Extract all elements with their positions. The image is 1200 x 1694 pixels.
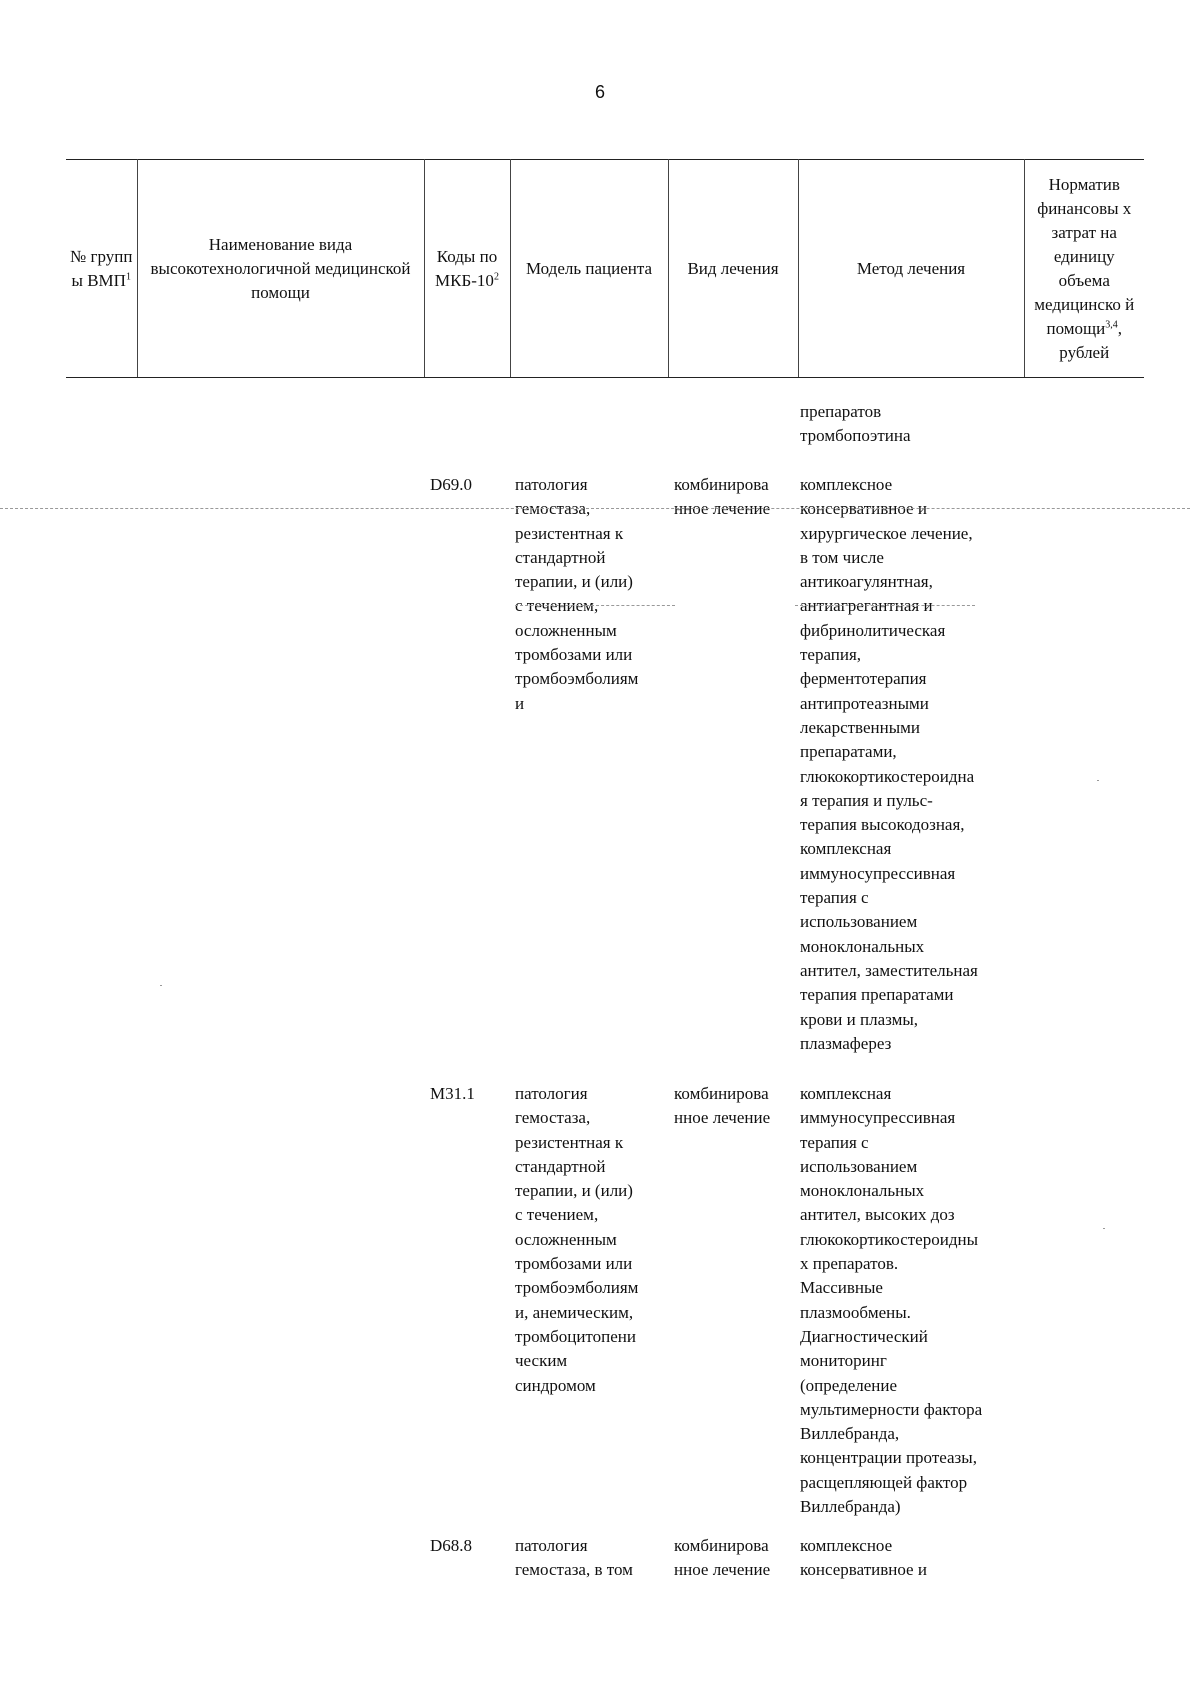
header-group-number	[66, 160, 137, 378]
row-3-treatment-method: комплексное консервативное и	[800, 1536, 927, 1580]
scan-speck	[1103, 1228, 1105, 1229]
scan-artifact-line	[515, 605, 675, 606]
header-patient-model	[510, 160, 668, 378]
row-3-code: D68.8	[430, 1536, 473, 1555]
table-header	[66, 159, 1144, 378]
row-2-treatment-type: комбинирова нное лечение	[674, 1084, 771, 1128]
header-row	[66, 160, 1144, 378]
header-cost-norm-tail: , рублей	[1059, 318, 1122, 362]
row-1-treatment-method: комплексное консервативное и хирургическое лечение, в том числе антикоагулянтная, антиагрегантная и фибринолитическая терапия, ферментотерапия антипротеазными лекарственными препаратами, глюкокортикостероидна я терапия и пульс- терапия высокодозная, комплексная иммуносупрессивная терапия с использованием моноклональных антител, заместительная терапия препаратами крови и плазмы, плазмаферез	[800, 475, 978, 1053]
scan-speck	[1097, 780, 1099, 781]
header-icd-codes	[424, 160, 510, 378]
footnote-2: 2	[493, 270, 499, 282]
header-care-type-name-text: Наименование вида высокотехнологичной медицинской помощи	[150, 234, 411, 302]
header-icd-codes-text: Коды по МКБ-10	[435, 246, 498, 290]
header-treatment-method-text: Метод лечения	[856, 258, 966, 278]
row-0-method: препаратов тромбопоэтина	[800, 402, 911, 446]
scan-artifact-line	[0, 508, 1190, 509]
header-treatment-type-text: Вид лечения	[687, 258, 779, 278]
row-2-treatment-method: комплексная иммуносупрессивная терапия с использованием моноклональных антител, высоких доз глюкокортикостероидны х препаратов. Массивные плазмообмены. Диагностический мониторинг (определение мультимерности фактора Виллебранда, концентрации протеазы, расщепляющей фактор Виллебранда)	[800, 1084, 983, 1517]
header-cost-norm-text: Норматив финансовы х затрат на единицу объема медицинско й помощи	[1034, 174, 1135, 338]
row-2-patient-model: патология гемостаза, резистентная к стандартной терапии, и (или) с течением, осложненным тромбозами или тромбоэмболиям и, анемическим, тромбоцитопени ческим синдромом	[515, 1084, 639, 1395]
row-2-code: M31.1	[430, 1084, 475, 1103]
header-treatment-type	[668, 160, 798, 378]
footnote-1: 1	[125, 270, 131, 282]
page-number: 6	[594, 82, 605, 102]
scan-speck	[160, 985, 162, 986]
header-patient-model-text: Модель пациента	[525, 258, 653, 278]
header-care-type-name	[137, 160, 424, 378]
scan-artifact-line	[795, 605, 975, 606]
header-cost-norm	[1024, 160, 1144, 378]
footnote-3-4: 3,4	[1105, 318, 1118, 330]
row-1-code: D69.0	[430, 475, 473, 494]
header-group-number-text: № групп ы ВМП	[70, 246, 133, 290]
header-treatment-method	[798, 160, 1024, 378]
row-1-patient-model: патология гемостаза, резистентная к стандартной терапии, и (или) с течением, осложненным тромбозами или тромбоэмболиям и	[515, 475, 639, 713]
row-3-patient-model: патология гемостаза, в том	[515, 1536, 633, 1580]
row-3-treatment-type: комбинирова нное лечение	[674, 1536, 771, 1580]
row-1-treatment-type: комбинирова нное лечение	[674, 475, 771, 519]
